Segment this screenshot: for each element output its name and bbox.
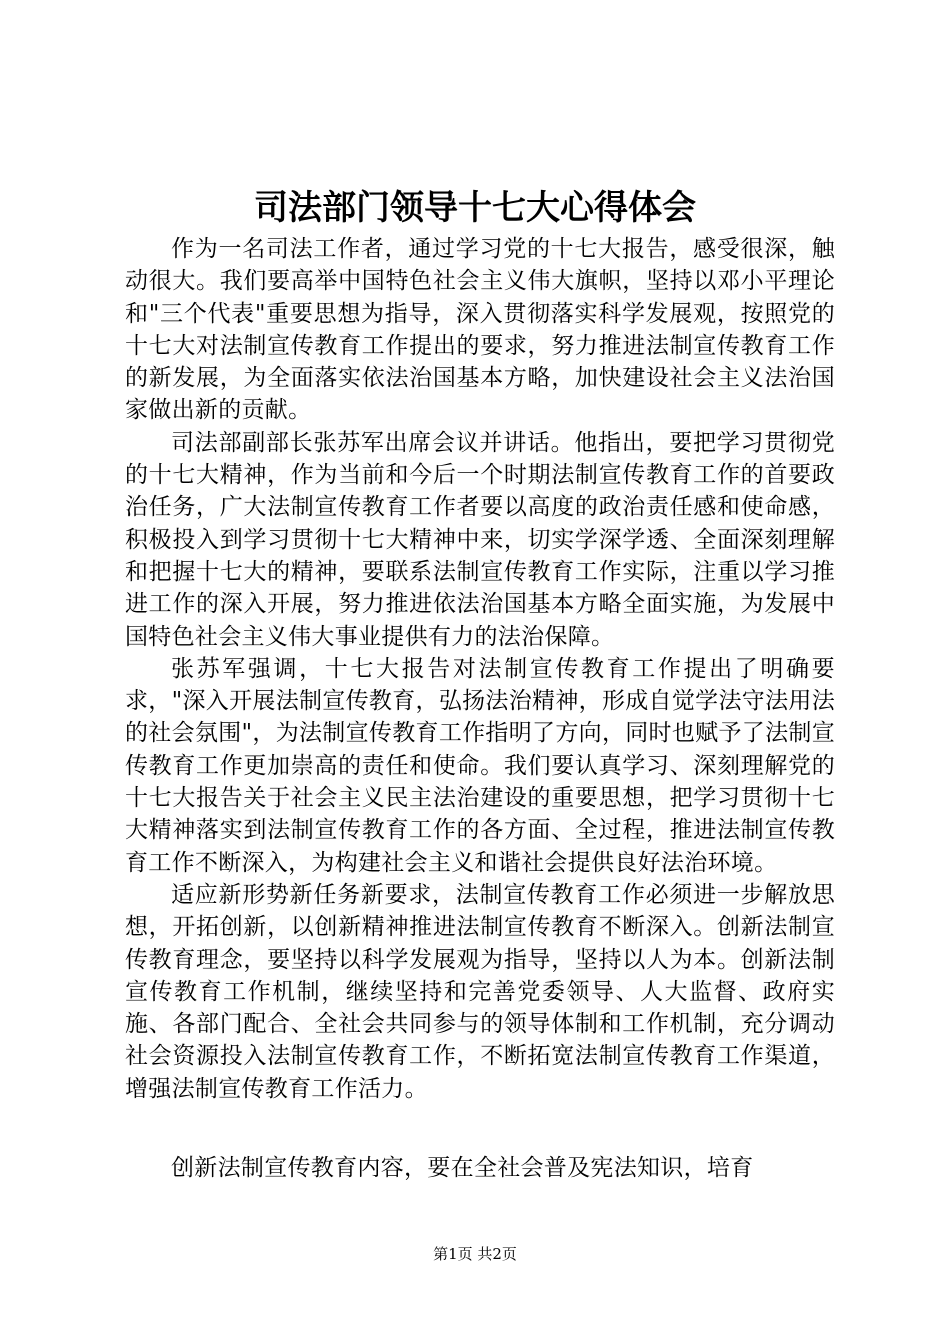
document-title: 司法部门领导十七大心得体会 [254, 188, 696, 228]
paragraph-3: 张苏军强调，十七大报告对法制宣传教育工作提出了明确要求，"深入开展法制宣传教育，弘扬法治精神，形成自觉学法守法用法的社会氛围"，为法制宣传教育工作指明了方向，同时也赋予了法制宣传教育工作更加崇高的责任和使命。我们要认真学习、深刻理解党的十七大报告关于社会主义民主法治建设的重要思想，把学习贯彻十七大精神落实到法制宣传教育工作的各方面、全过程，推进法制宣传教育工作不断深入，为构建社会主义和谐社会提供良好法治环境。 [125, 655, 835, 876]
document-body [125, 233, 835, 1105]
paragraph-2: 司法部副部长张苏军出席会议并讲话。他指出，要把学习贯彻党的十七大精神，作为当前和今后一个时期法制宣传教育工作的首要政治任务，广大法制宣传教育工作者要以高度的政治责任感和使命感，积极投入到学习贯彻十七大精神中来，切实学深学透、全面深刻理解和把握十七大的精神，要联系法制宣传教育工作实际，注重以学习推进工作的深入开展，努力推进依法治国基本方略全面实施，为发展中国特色社会主义伟大事业提供有力的法治保障。 [125, 429, 835, 650]
page-number-footer: 第1页 共2页 [433, 1245, 517, 1263]
paragraph-1: 作为一名司法工作者，通过学习党的十七大报告，感受很深，触动很大。我们要高举中国特色社会主义伟大旗帜，坚持以邓小平理论和"三个代表"重要思想为指导，深入贯彻落实科学发展观，按照党的十七大对法制宣传教育工作提出的要求，努力推进法制宣传教育工作的新发展，为全面落实依法治国基本方略，加快建设社会主义法治国家做出新的贡献。 [125, 236, 835, 424]
paragraph-5: 创新法制宣传教育内容，要在全社会普及宪法知识，培育 [171, 1155, 754, 1181]
paragraph-4: 适应新形势新任务新要求，法制宣传教育工作必须进一步解放思想，开拓创新，以创新精神推进法制宣传教育不断深入。创新法制宣传教育理念，要坚持以科学发展观为指导，坚持以人为本。创新法制宣传教育工作机制，继续坚持和完善党委领导、人大监督、政府实施、各部门配合、全社会共同参与的领导体制和工作机制，充分调动社会资源投入法制宣传教育工作，不断拓宽法制宣传教育工作渠道，增强法制宣传教育工作活力。 [125, 881, 835, 1102]
